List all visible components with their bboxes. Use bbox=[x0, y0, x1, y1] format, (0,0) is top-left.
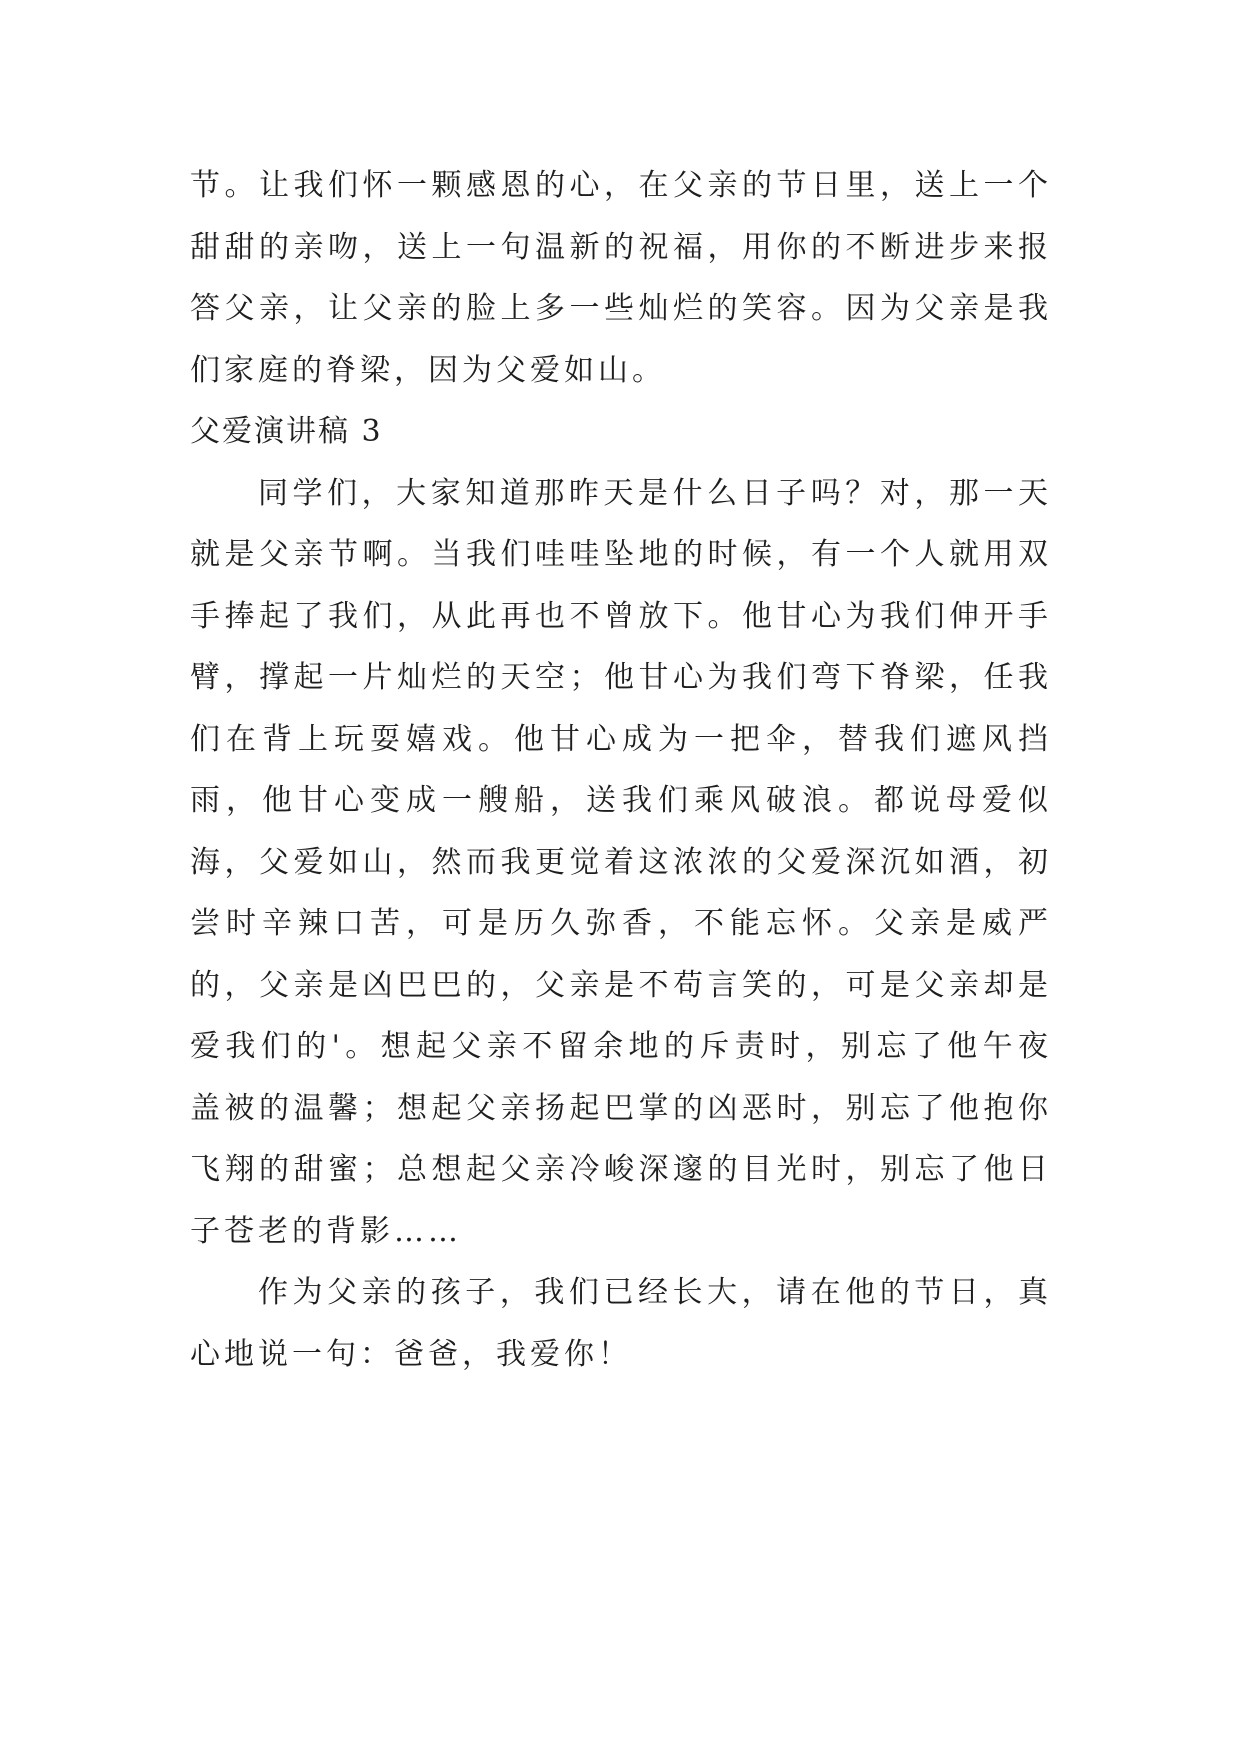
document-body bbox=[190, 155, 1052, 1385]
section-title: 父爱演讲稿 3 bbox=[190, 414, 383, 449]
body-paragraph-2: 作为父亲的孩子，我们已经长大，请在他的节日，真心地说一句：爸爸，我爱你！ bbox=[190, 1275, 1052, 1372]
body-paragraph-1: 同学们，大家知道那昨天是什么日子吗？对，那一天就是父亲节啊。当我们哇哇坠地的时候，有一个人就用双手捧起了我们，从此再也不曾放下。他甘心为我们伸开手臂，撑起一片灿烂的天空；他甘心为我们弯下脊梁，任我们在背上玩耍嬉戏。他甘心成为一把伞，替我们遮风挡雨，他甘心变成一艘船，送我们乘风破浪。都说母爱似海，父爱如山，然而我更觉着这浓浓的父爱深沉如酒，初尝时辛辣口苦，可是历久弥香，不能忘怀。父亲是威严的，父亲是凶巴巴的，父亲是不苟言笑的，可是父亲却是爱我们的'。想起父亲不留余地的斥责时，别忘了他午夜盖被的温馨；想起父亲扬起巴掌的凶恶时，别忘了他抱你飞翔的甜蜜；总想起父亲冷峻深邃的目光时，别忘了他日子苍老的背影…… bbox=[190, 475, 1052, 1249]
continuation-paragraph: 节。让我们怀一颗感恩的心，在父亲的节日里，送上一个甜甜的亲吻，送上一句温新的祝福，用你的不断进步来报答父亲，让父亲的脸上多一些灿烂的笑容。因为父亲是我们家庭的脊梁，因为父爱如山。 bbox=[190, 168, 1052, 388]
